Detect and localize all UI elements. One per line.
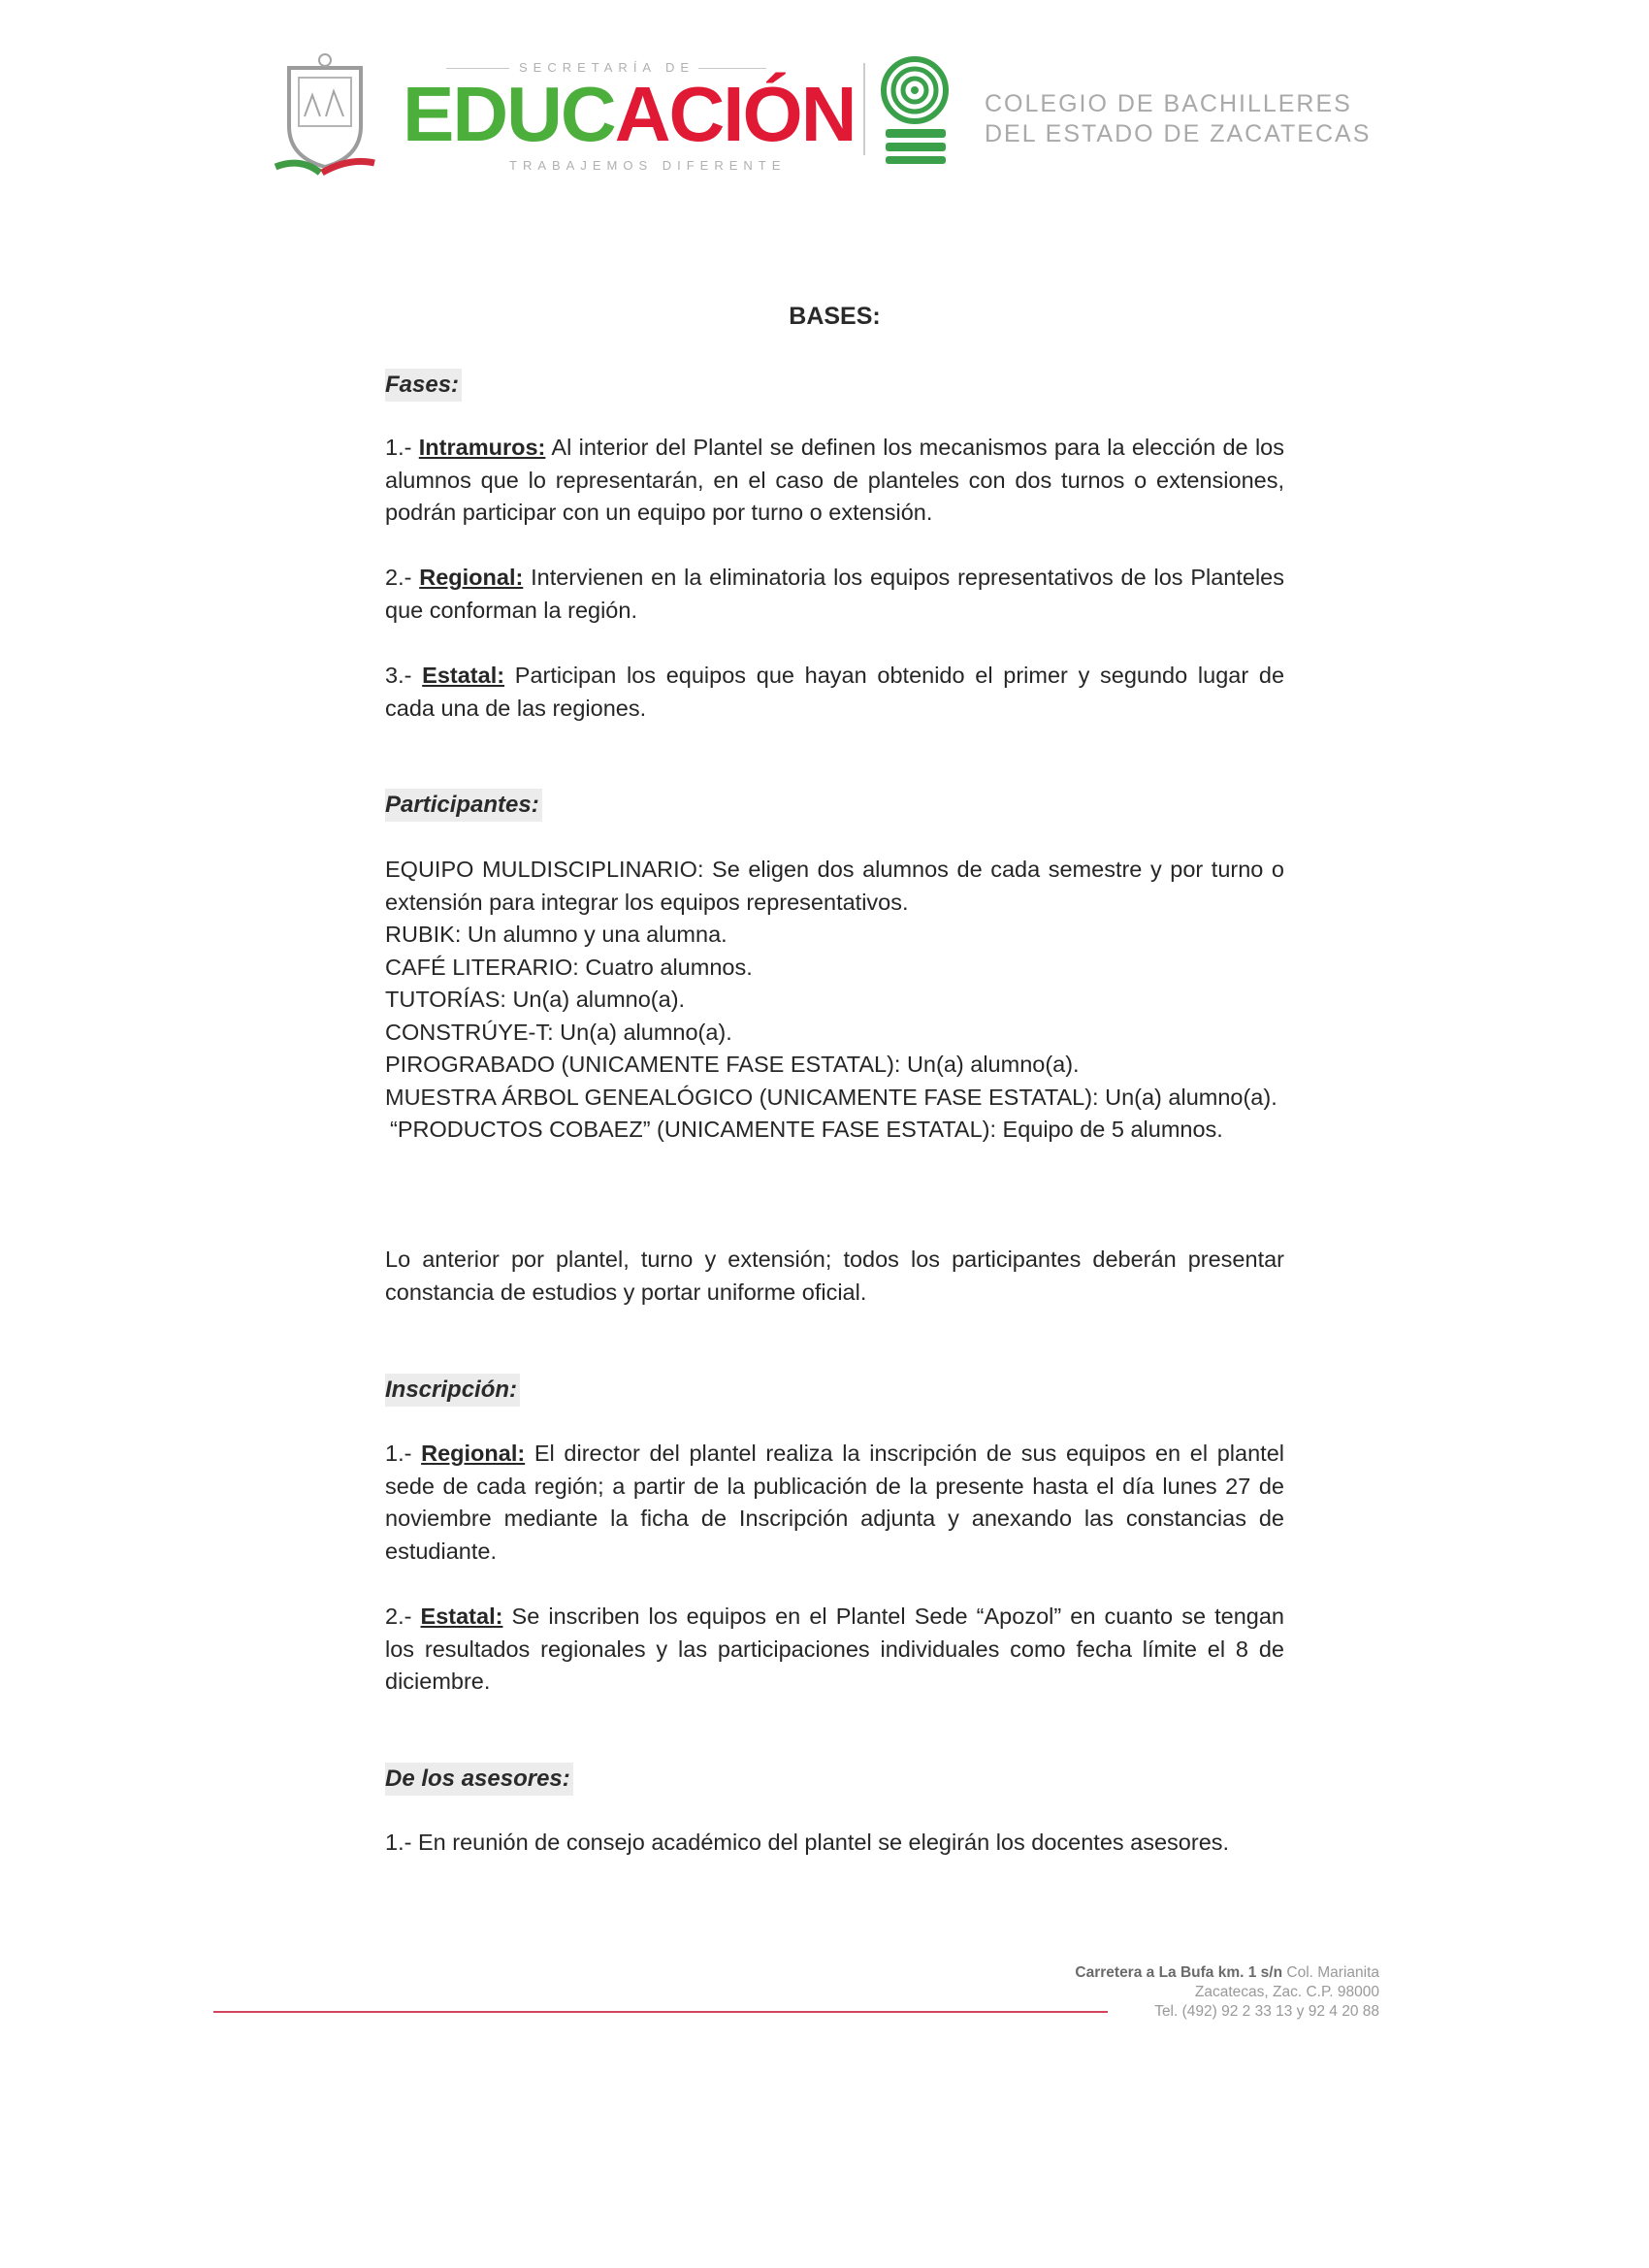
item-number: 2.- (385, 565, 412, 590)
fase-item-3 (385, 660, 1284, 725)
page-title: BASES: (789, 303, 881, 330)
address-phone: Tel. (492) 92 2 33 13 y 92 4 20 88 (1154, 2003, 1379, 2020)
item-label: Estatal: (420, 1604, 503, 1629)
section-heading: Participantes: (385, 789, 542, 822)
secretaria-educacion-logo (403, 56, 856, 173)
item-number: 3.- (385, 663, 412, 688)
section-fases (385, 369, 1284, 402)
fase-item-1 (385, 432, 1284, 530)
footer-address (970, 1963, 1379, 2022)
inscripcion-item-2 (385, 1601, 1284, 1699)
participant-note (385, 1244, 1284, 1309)
header-divider (863, 63, 865, 155)
address-city: Zacatecas, Zac. C.P. 98000 (1194, 1984, 1379, 2000)
logo-rule-left (446, 68, 509, 69)
item-label: Regional: (419, 565, 524, 590)
participant-line: RUBIK: Un alumno y una alumna. (385, 922, 728, 947)
participant-line: CAFÉ LITERARIO: Cuatro alumnos. (385, 954, 753, 980)
paragraph (385, 1438, 1284, 1568)
item-number: 1.- (385, 1441, 412, 1466)
section-inscripcion (385, 1374, 1284, 1407)
cobaez-spiral-icon (878, 53, 955, 165)
item-label: Regional: (421, 1441, 526, 1466)
institution-line-1: COLEGIO DE BACHILLERES (985, 90, 1352, 117)
participant-list (385, 854, 1284, 1147)
section-heading: Fases: (385, 369, 462, 402)
fase-item-2 (385, 562, 1284, 627)
educacion-wordmark (403, 71, 856, 157)
asesores-item-1 (385, 1827, 1284, 1860)
address-street: Carretera a La Bufa km. 1 s/n (1075, 1964, 1283, 1981)
section-asesores (385, 1763, 1284, 1796)
item-text: Participan los equipos que hayan obtenido el primer y segundo lugar de cada una de las regiones. (385, 663, 1285, 721)
participant-line: “PRODUCTOS COBAEZ” (UNICAMENTE FASE ESTATAL): Equipo de 5 alumnos. (390, 1117, 1223, 1142)
section-participantes (385, 789, 1284, 822)
section-heading: Inscripción: (385, 1374, 520, 1407)
item-number: 1.- (385, 435, 412, 460)
participant-line: EQUIPO MULDISCIPLINARIO: Se eligen dos alumnos de cada semestre y por turno o extensión para integrar los equipos representativos. (385, 857, 1284, 915)
wordmark-green: EDUC (403, 71, 615, 157)
institution-name (985, 89, 1371, 149)
footer-rule (213, 2011, 1108, 2013)
item-text: Intervienen en la eliminatoria los equipos representativos de los Planteles que conforman la región. (385, 565, 1284, 623)
secretaria-label: SECRETARÍA DE (519, 60, 695, 75)
item-label: Intramuros: (418, 435, 546, 460)
address-colony: Col. Marianita (1286, 1964, 1379, 1981)
section-heading: De los asesores: (385, 1763, 573, 1796)
paragraph (385, 1601, 1284, 1699)
paragraph (385, 432, 1284, 530)
letterhead (262, 39, 1387, 175)
paragraph (385, 1827, 1284, 1860)
item-text: El director del plantel realiza la inscripción de sus equipos en el plantel sede de cada región; a partir de la publicación de la presente hasta el día lunes 27 de noviembre mediante la ficha de Inscripción adjunta y anexando las constancias de estudiante. (385, 1441, 1284, 1564)
inscripcion-item-1 (385, 1438, 1284, 1568)
item-number: 1.- (385, 1830, 412, 1855)
item-number: 2.- (385, 1604, 412, 1629)
item-label: Estatal: (422, 663, 505, 688)
wordmark-red: ACIÓN (614, 71, 856, 157)
participant-line: MUESTRA ÁRBOL GENEALÓGICO (UNICAMENTE FASE ESTATAL): Un(a) alumno(a). (385, 1084, 1277, 1110)
participant-line: TUTORÍAS: Un(a) alumno(a). (385, 987, 686, 1012)
slogan: TRABAJEMOS DIFERENTE (509, 158, 787, 173)
logo-rule-right (698, 68, 766, 69)
paragraph (385, 562, 1284, 627)
participant-line: CONSTRÚYE-T: Un(a) alumno(a). (385, 1019, 732, 1045)
paragraph (385, 660, 1284, 725)
item-text: Al interior del Plantel se definen los mecanismos para la elección de los alumnos que lo representarán, en el caso de planteles con dos turnos o extensiones, podrán participar con un equipo por turno o extensión. (385, 435, 1285, 525)
participant-line: PIROGRABADO (UNICAMENTE FASE ESTATAL): Un(a) alumno(a). (385, 1052, 1080, 1077)
paragraph: Lo anterior por plantel, turno y extensión; todos los participantes deberán presentar constancia de estudios y portar uniforme oficial. (385, 1247, 1284, 1305)
item-text: En reunión de consejo académico del plantel se elegirán los docentes asesores. (417, 1830, 1230, 1855)
zacatecas-seal-icon (272, 49, 378, 184)
address-line (970, 1963, 1379, 1983)
item-text: Se inscriben los equipos en el Plantel Sede “Apozol” en cuanto se tengan los resultados regionales y las participaciones individuales como fecha límite el 8 de diciembre. (385, 1604, 1284, 1694)
institution-line-2: DEL ESTADO DE ZACATECAS (985, 120, 1372, 147)
